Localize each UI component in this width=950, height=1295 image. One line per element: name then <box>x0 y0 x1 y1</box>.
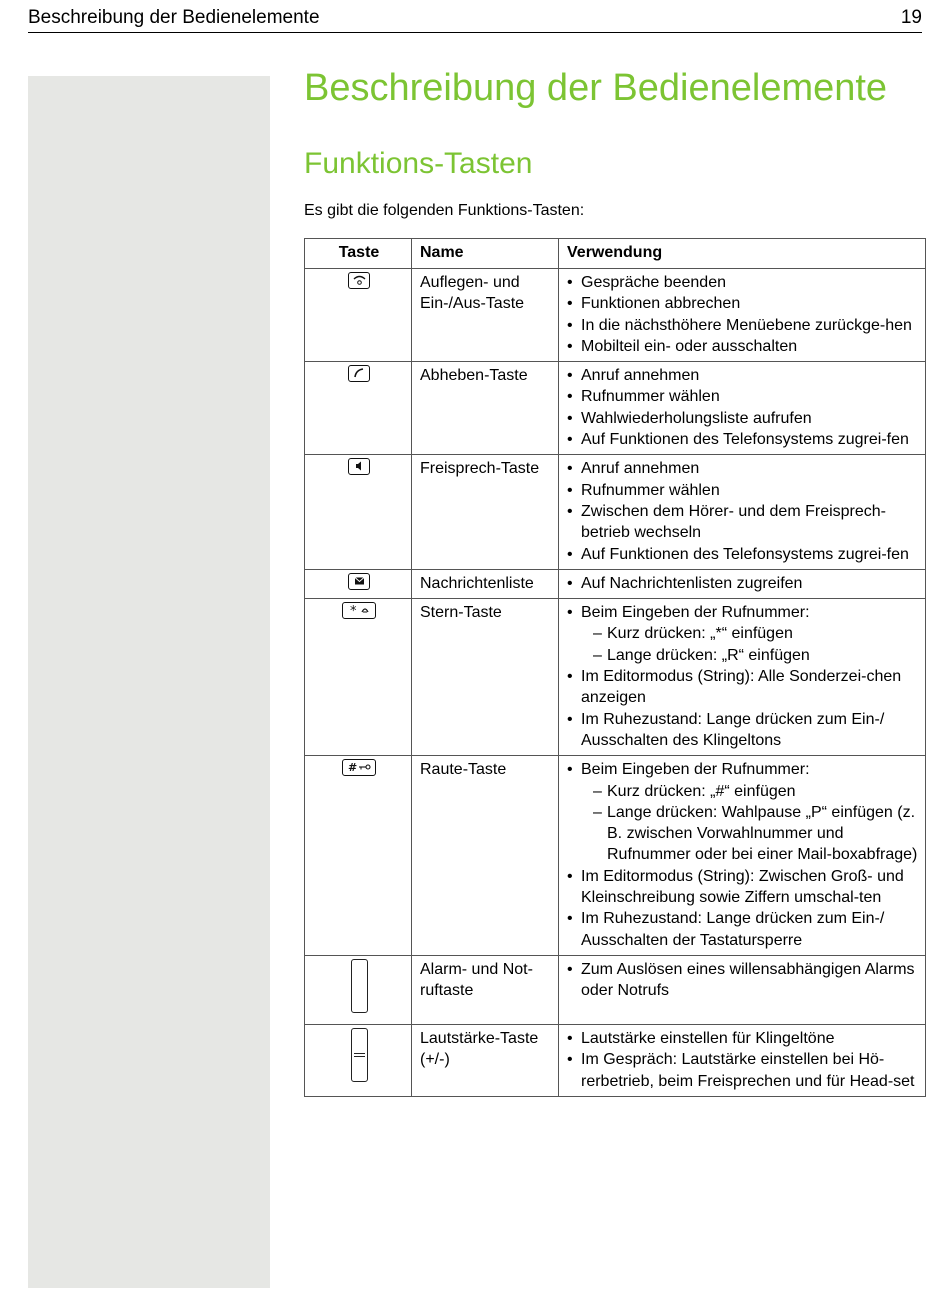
key-cell <box>305 955 412 1024</box>
key-name: Alarm- und Not-ruftaste <box>412 955 559 1024</box>
page-number: 19 <box>900 7 922 28</box>
pickup-key-icon <box>348 365 370 382</box>
key-name: Stern-Taste <box>412 599 559 756</box>
key-usage <box>559 599 926 756</box>
key-usage <box>559 362 926 455</box>
table-row <box>305 756 926 956</box>
key-cell <box>305 455 412 569</box>
intro-text: Es gibt die folgenden Funktions-Tasten: <box>304 202 585 219</box>
usage-item-text: Beim Eingeben der Rufnummer: <box>581 604 810 622</box>
usage-item: • Wahlwiederholungsliste aufrufen <box>567 408 919 429</box>
key-cell <box>305 756 412 956</box>
key-name: Nachrichtenliste <box>412 569 559 598</box>
key-usage <box>559 955 926 1024</box>
usage-item: • Im Ruhezustand: Lange drücken zum Ein-/ Ausschalten des Klingeltons <box>567 709 919 752</box>
usage-subitem: – Lange drücken: Wahlpause „P“ einfügen (z. B. zwischen Vorwahlnummer und Rufnummer oder bei einer Mail-boxabfrage) <box>607 802 919 866</box>
usage-item: • Zwischen dem Hörer- und dem Freisprech-betrieb wechseln <box>567 501 919 544</box>
key-cell <box>305 1024 412 1096</box>
key-name: Auflegen- und Ein-/Aus-Taste <box>412 269 559 362</box>
page-title: Beschreibung der Bedienelemente <box>304 67 888 109</box>
usage-subitem: – Kurz drücken: „#“ einfügen <box>607 781 919 802</box>
usage-item: • Im Ruhezustand: Lange drücken zum Ein-/ Ausschalten der Tastatursperre <box>567 908 919 951</box>
end-call-key-icon <box>348 272 370 289</box>
usage-item: • Im Gespräch: Lautstärke einstellen bei Hö-rerbetrieb, beim Freisprechen und für Head-set <box>567 1049 919 1092</box>
table-row <box>305 1024 926 1096</box>
key-cell <box>305 362 412 455</box>
column-header-usage: Verwendung <box>559 239 926 269</box>
key-cell <box>305 269 412 362</box>
table-row <box>305 455 926 569</box>
key-name: Abheben-Taste <box>412 362 559 455</box>
usage-item <box>567 602 919 666</box>
key-usage <box>559 756 926 956</box>
usage-item: • Auf Funktionen des Telefonsystems zugrei-fen <box>567 429 919 450</box>
usage-item: • Mobilteil ein- oder ausschalten <box>567 336 919 357</box>
hash-key-icon <box>342 759 376 776</box>
usage-item: • Im Editormodus (String): Zwischen Groß- und Kleinschreibung sowie Ziffern umschal-ten <box>567 866 919 909</box>
usage-item-text: Beim Eingeben der Rufnummer: <box>581 761 810 779</box>
key-usage <box>559 569 926 598</box>
table-row <box>305 569 926 598</box>
usage-subitem: – Kurz drücken: „*“ einfügen <box>607 623 919 644</box>
usage-item <box>567 759 919 865</box>
usage-item: • Auf Funktionen des Telefonsystems zugrei-fen <box>567 544 919 565</box>
key-usage <box>559 1024 926 1096</box>
key-cell <box>305 599 412 756</box>
table-header-row <box>305 239 926 269</box>
usage-item: • Anruf annehmen <box>567 365 919 386</box>
key-name: Lautstärke-Taste (+/-) <box>412 1024 559 1096</box>
running-header <box>28 6 922 33</box>
svg-text:#: # <box>347 761 357 775</box>
usage-subitem: – Lange drücken: „R“ einfügen <box>607 645 919 666</box>
key-usage <box>559 269 926 362</box>
usage-item: • Rufnummer wählen <box>567 386 919 407</box>
usage-item: • Lautstärke einstellen für Klingeltöne <box>567 1028 919 1049</box>
usage-item: • Anruf annehmen <box>567 458 919 479</box>
usage-item: • Gespräche beenden <box>567 272 919 293</box>
speaker-key-icon <box>348 458 370 475</box>
message-key-icon <box>348 573 370 590</box>
key-cell <box>305 569 412 598</box>
running-header-title: Beschreibung der Bedienelemente <box>28 7 320 28</box>
key-name: Freisprech-Taste <box>412 455 559 569</box>
table-row <box>305 269 926 362</box>
section-title: Funktions-Tasten <box>304 147 533 180</box>
usage-item: • Auf Nachrichtenlisten zugreifen <box>567 573 919 594</box>
column-header-name: Name <box>412 239 559 269</box>
function-keys-table <box>304 238 926 1097</box>
usage-item: • Rufnummer wählen <box>567 480 919 501</box>
sidebar-margin <box>28 76 270 1288</box>
table-row <box>305 955 926 1024</box>
alarm-key-icon <box>351 959 368 1013</box>
svg-text:*: * <box>349 604 356 618</box>
table-row <box>305 599 926 756</box>
star-key-icon <box>342 602 376 619</box>
usage-item: • Im Editormodus (String): Alle Sonderzei-chen anzeigen <box>567 666 919 709</box>
table-row <box>305 362 926 455</box>
volume-key-icon <box>351 1028 368 1082</box>
usage-item: • In die nächsthöhere Menüebene zurückge-hen <box>567 315 919 336</box>
usage-item: • Zum Auslösen eines willensabhängigen Alarms oder Notrufs <box>567 959 919 1002</box>
usage-item: • Funktionen abbrechen <box>567 293 919 314</box>
key-usage <box>559 455 926 569</box>
key-name: Raute-Taste <box>412 756 559 956</box>
column-header-key: Taste <box>305 239 412 269</box>
